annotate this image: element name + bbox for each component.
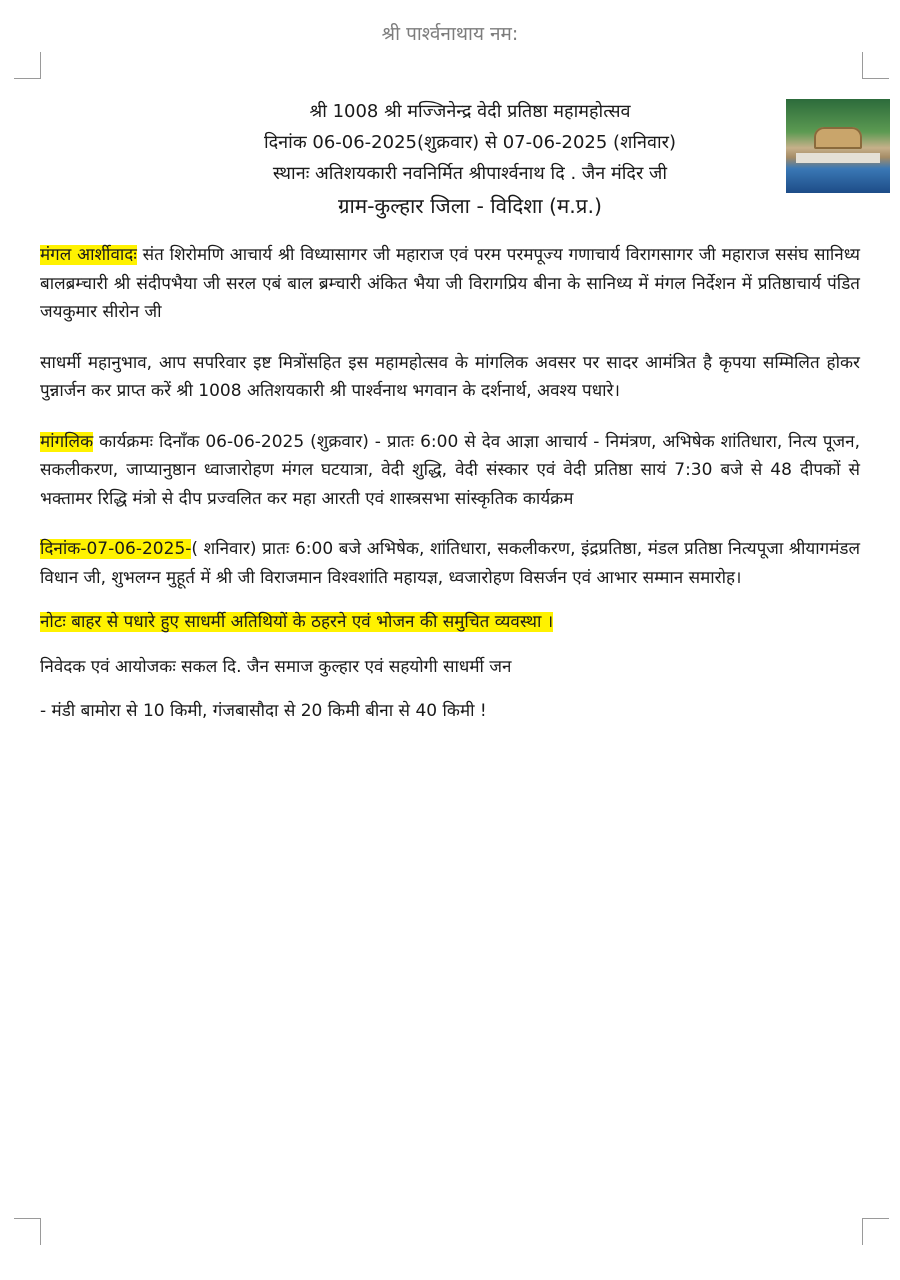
invocation-line: श्री पार्श्वनाथाय नम: (381, 23, 519, 45)
heading-line-venue: स्थानः अतिशयकारी नवनिर्मित श्रीपार्श्वनाथ दि . जैन मंदिर जी (272, 163, 668, 184)
crop-mark-top-left (14, 52, 41, 79)
temple-shape (814, 127, 862, 149)
temple-base-shape (796, 153, 880, 163)
invitation-paragraph: साधर्मी महानुभाव, आप सपरिवार इष्ट मित्रोंसहित इस महामहोत्सव के मांगलिक अवसर पर सादर आमंत्रित है कृपया सम्मिलित होकर पुन्नार्जन कर प्राप्त करें श्री 1008 अतिशयकारी श्री पार्श्वनाथ भगवान के दर्शनार्थ, अवश्य पधारे। (40, 352, 860, 401)
crop-mark-top-right (862, 52, 889, 79)
program-day2-label: दिनांक-07-06-2025- (40, 539, 192, 559)
crop-mark-bottom-left (14, 1218, 41, 1245)
heading-line-dates: दिनांक 06-06-2025(शुक्रवार) से 07-06-2025 (शनिवार) (263, 132, 677, 153)
program-day1-text: कार्यक्रमः दिनाँक 06-06-2025 (शुक्रवार) - प्रातः 6:00 से देव आज्ञा आचार्य - निमंत्रण, अभिषेक शांतिधारा, नित्य पूजन, सकलीकरण, जाप्यानुष्ठान ध्वाजारोहण मंगल घटयात्रा, वेदी शुद्धि, वेदी संस्कार एवं वेदी प्रतिष्ठा सायं 7:30 बजे से 48 दीपकों से भक्तामर रिद्धि मंत्रो से दीप प्रज्वलित कर महा आरती एवं शास्त्रसभा सांस्कृतिक कार्यक्रम (40, 431, 860, 509)
distance-line: - मंडी बामोरा से 10 किमी, गंजबासौदा से 20 किमी बीना से 40 किमी ! (40, 701, 487, 721)
temple-photo (786, 99, 890, 193)
heading-line-event: श्री 1008 श्री मज्जिनेन्द्र वेदी प्रतिष्ठा महामहोत्सव (309, 101, 631, 122)
note-paragraph (40, 608, 860, 637)
event-heading (160, 96, 780, 223)
program-day1-label: मांगलिक (40, 431, 94, 452)
program-day1-paragraph (40, 428, 860, 514)
program-day2-text: ( शनिवार) प्रातः 6:00 बजे अभिषेक, शांतिधारा, सकलीकरण, इंद्रप्रतिष्ठा, मंडल प्रतिष्ठा नित्यपूजा श्रीयागमंडल विधान जी, शुभलग्न मुहूर्त में श्री जी विराजमान विश्वशांति महायज्ञ, ध्वजारोहण विसर्जन एवं आभार सम्मान समारोह। (40, 539, 860, 588)
crop-mark-bottom-right (862, 1218, 889, 1245)
heading-line-village: ग्राम-कुल्हार जिला - विदिशा (म.प्र.) (338, 194, 602, 218)
blessing-paragraph (40, 241, 860, 327)
organizer-line: निवेदक एवं आयोजकः सकल दि. जैन समाज कुल्हार एवं सहयोगी साधर्मी जन (40, 656, 512, 677)
program-day2-paragraph (40, 535, 860, 592)
note-text: नोटः बाहर से पधारे हुए साधर्मी अतिथियों के ठहरने एवं भोजन की समुचित व्यवस्था । (40, 612, 554, 632)
document-body (40, 241, 860, 726)
blessing-text: संत शिरोमणि आचार्य श्री विध्यासागर जी महाराज एवं परम परमपूज्य गणाचार्य विरागसागर जी महाराज ससंघ सानिध्य बालब्रम्चारी श्री संदीपभैया जी सरल एबं बाल ब्रम्चारी अंकित भैया जी विरागप्रिय बीना के सानिध्य में मंगल निर्देशन में प्रतिष्ठाचार्य पंडित जयकुमार सीरोन जी (40, 245, 860, 322)
blessing-label: मंगल आर्शीवादः (40, 245, 137, 265)
